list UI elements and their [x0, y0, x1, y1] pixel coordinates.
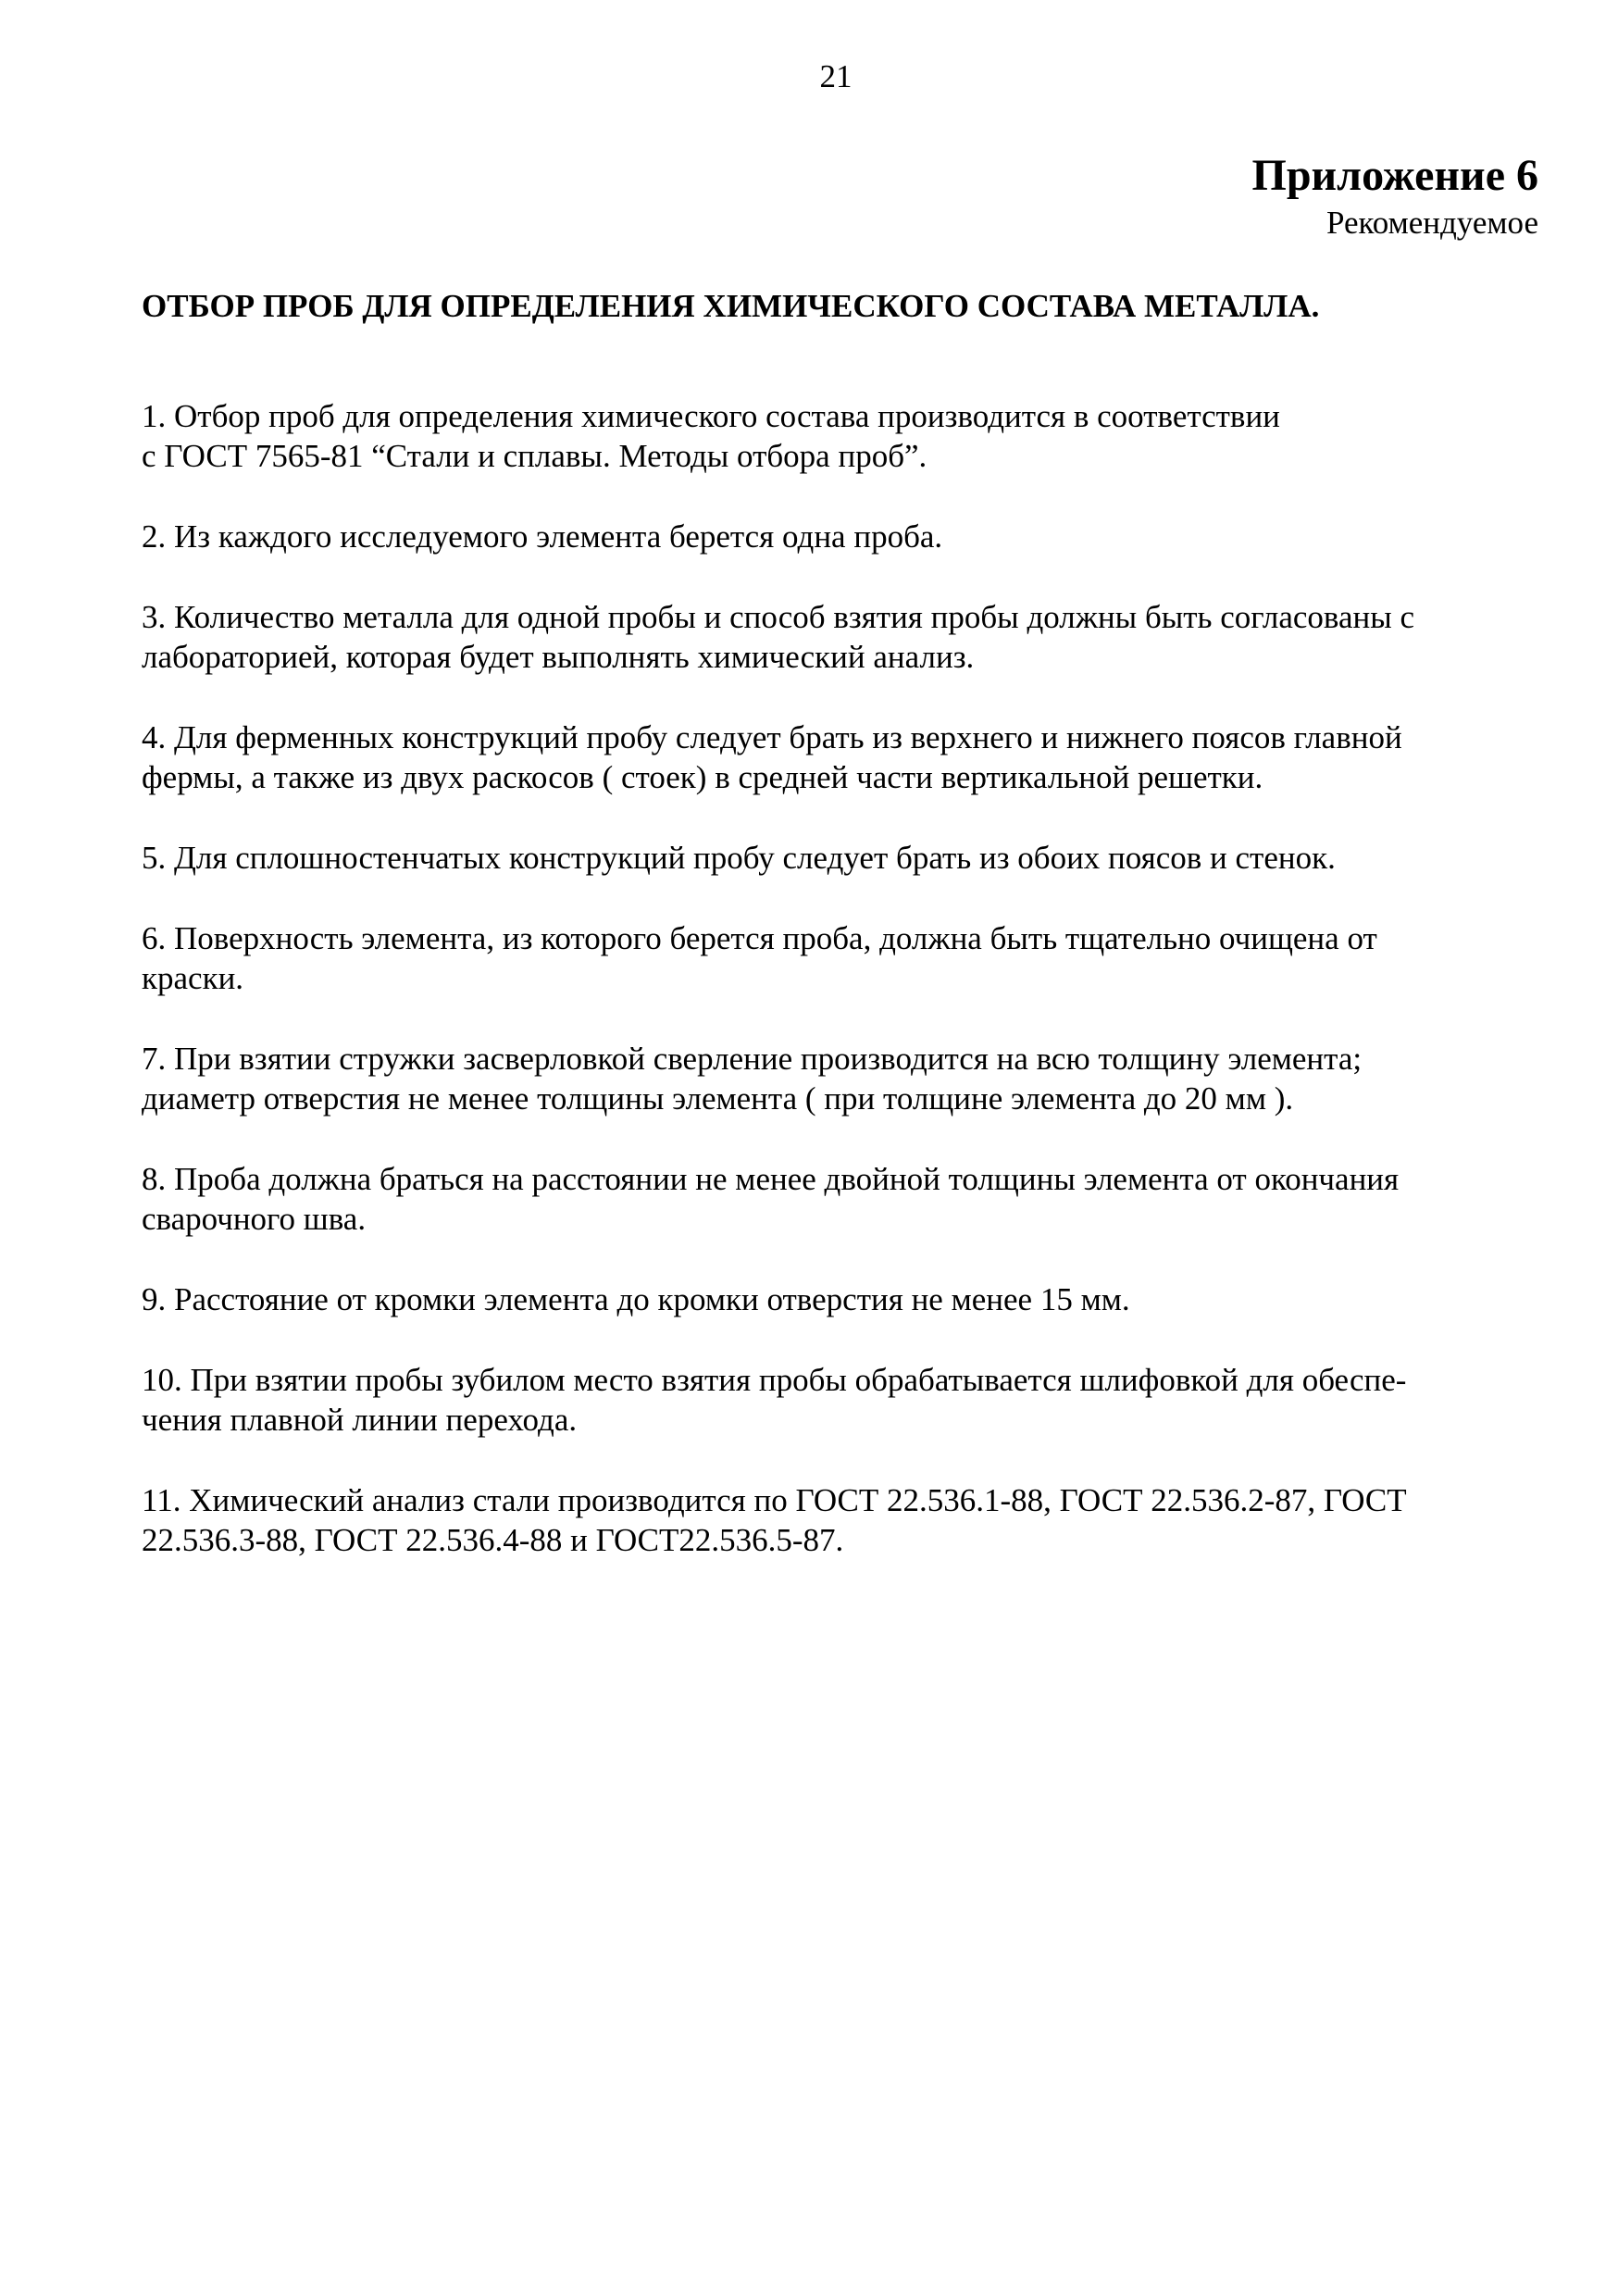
paragraph-line: 11. Химический анализ стали производится по ГОСТ 22.536.1-88, ГОСТ 22.536.2-87, ГОСТ: [142, 1482, 1407, 1518]
appendix-note: Рекомендуемое: [1326, 205, 1538, 241]
paragraph-5: [142, 838, 1567, 878]
page-number: 21: [819, 58, 853, 94]
paragraph-line: 10. При взятии пробы зубилом место взятия пробы обрабатывается шлифовкой для обеспе-: [142, 1362, 1407, 1398]
paragraph-11: [142, 1480, 1567, 1560]
paragraph-line: 22.536.3-88, ГОСТ 22.536.4-88 и ГОСТ22.536.5-87.: [142, 1522, 844, 1558]
paragraph-line: 7. При взятии стружки засверловкой сверление производится на всю толщину элемента;: [142, 1041, 1363, 1077]
paragraph-10: [142, 1360, 1567, 1440]
paragraph-8: [142, 1159, 1567, 1239]
paragraph-list: [142, 396, 1567, 1601]
paragraph-line: диаметр отверстия не менее толщины элемента ( при толщине элемента до 20 мм ).: [142, 1080, 1294, 1117]
appendix-title: Приложение 6: [1251, 151, 1538, 200]
paragraph-line: с ГОСТ 7565-81 “Стали и сплавы. Методы отбора проб”.: [142, 438, 927, 474]
paragraph-line: чения плавной линии перехода.: [142, 1402, 578, 1438]
paragraph-7: [142, 1039, 1567, 1118]
paragraph-line: 4. Для ферменных конструкций пробу следует брать из верхнего и нижнего поясов главной: [142, 719, 1402, 755]
paragraph-1: [142, 396, 1567, 476]
paragraph-line: краски.: [142, 960, 244, 996]
paragraph-3: [142, 597, 1567, 677]
paragraph-line: 9. Расстояние от кромки элемента до кромки отверстия не менее 15 мм.: [142, 1281, 1130, 1317]
paragraph-2: [142, 517, 1567, 556]
paragraph-line: сварочного шва.: [142, 1201, 367, 1237]
paragraph-line: 5. Для сплошностенчатых конструкций пробу следует брать из обоих поясов и стенок.: [142, 840, 1336, 876]
paragraph-line: 1. Отбор проб для определения химического состава производится в соответствии: [142, 398, 1280, 434]
paragraph-line: 2. Из каждого исследуемого элемента берется одна проба.: [142, 518, 943, 555]
document-title: ОТБОР ПРОБ ДЛЯ ОПРЕДЕЛЕНИЯ ХИМИЧЕСКОГО СОСТАВА МЕТАЛЛА.: [142, 288, 1320, 324]
paragraph-line: 3. Количество металла для одной пробы и способ взятия пробы должны быть согласованы с: [142, 599, 1415, 635]
paragraph-line: фермы, а также из двух раскосов ( стоек) в средней части вертикальной решетки.: [142, 759, 1263, 795]
paragraph-6: [142, 918, 1567, 998]
paragraph-line: 8. Проба должна браться на расстоянии не менее двойной толщины элемента от окончания: [142, 1161, 1400, 1197]
paragraph-line: лабораторией, которая будет выполнять химический анализ.: [142, 639, 975, 675]
paragraph-4: [142, 718, 1567, 797]
paragraph-line: 6. Поверхность элемента, из которого берется проба, должна быть тщательно очищена от: [142, 920, 1377, 956]
paragraph-9: [142, 1279, 1567, 1319]
